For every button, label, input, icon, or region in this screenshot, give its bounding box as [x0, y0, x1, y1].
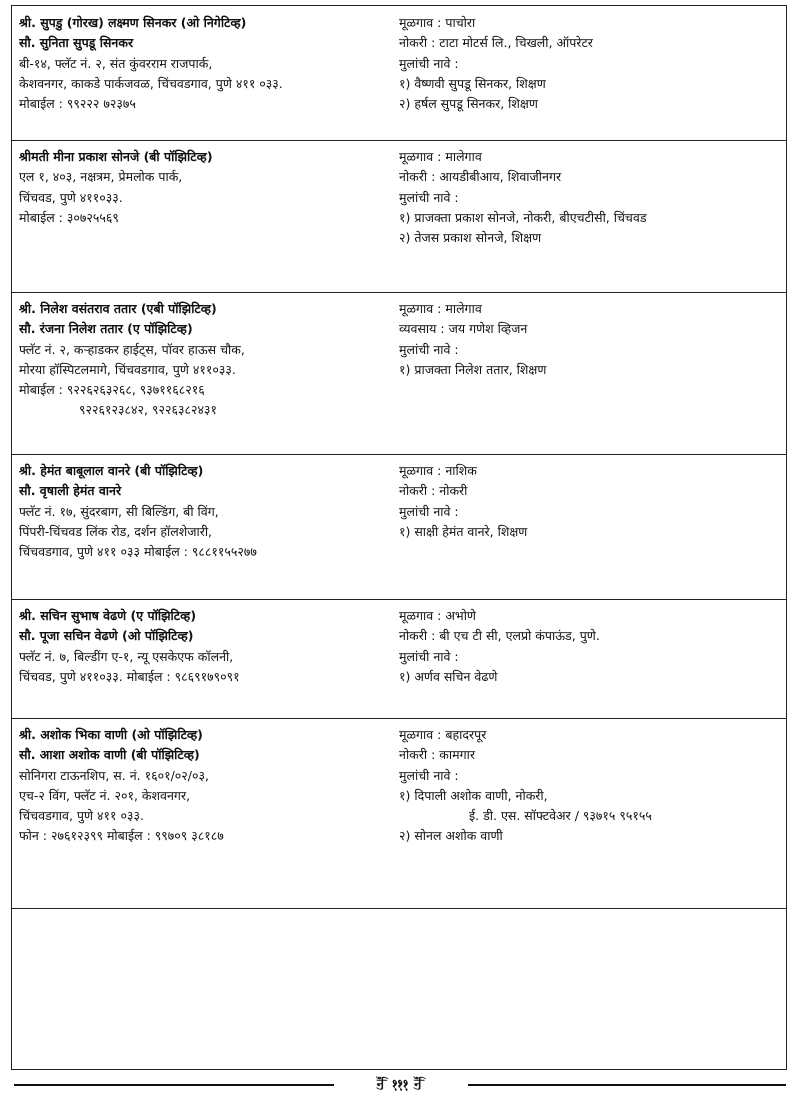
entry-line: मुलांची नावे :	[399, 503, 459, 519]
entry-4	[12, 454, 786, 600]
entry-line: मोबाईल : ३०७२५५६९	[19, 209, 119, 225]
entry-line: श्री. हेमंत बाबूलाल वानरे (बी पॉझिटिव्ह)	[19, 463, 204, 478]
entry-line: श्री. अशोक भिका वाणी (ओ पॉझिटिव्ह)	[19, 727, 203, 742]
entry-line: चिंचवडगाव, पुणे ४११ ०३३ मोबाईल : ९८८११५५२७७	[19, 544, 257, 560]
empty-entry-slot	[12, 908, 786, 1069]
entry-line: ९२२६१२३८४२, ९२२६३८२४३१	[79, 402, 217, 418]
entry-line: चिंचवड, पुणे ४११०३३.	[19, 189, 123, 205]
entry-info-column	[399, 13, 781, 114]
entry-address-column	[19, 299, 399, 421]
entry-line: सौ. वृषाली हेमंत वानरे	[19, 483, 122, 499]
footer-rule-right	[468, 1084, 786, 1086]
entry-line: फ्लॅट नं. २, कऱ्हाडकर हाईट्स, पॉवर हाऊस चौक,	[19, 341, 245, 357]
entry-address-column	[19, 147, 399, 228]
entry-line: सौ. रंजना निलेश ततार (ए पॉझिटिव्ह)	[19, 321, 193, 337]
entry-line: फ्लॅट नं. १७, सुंदरबाग, सी बिल्डिंग, बी विंग,	[19, 503, 219, 519]
entry-line: चिंचवड, पुणे ४११०३३. मोबाईल : ९८६९१७९०९१	[19, 668, 240, 684]
entry-line: मूळगाव : पाचोरा	[399, 15, 476, 30]
entry-line: मूळगाव : मालेगाव	[399, 149, 482, 164]
entry-line: १) प्राजक्ता प्रकाश सोनजे, नोकरी, बीएचटीसी, चिंचवड	[399, 209, 647, 225]
entry-6	[12, 718, 786, 909]
entry-line: श्री. सचिन सुभाष वेढणे (ए पॉझिटिव्ह)	[19, 608, 197, 623]
entry-info-column	[399, 725, 781, 847]
entry-line: पिंपरी-चिंचवड लिंक रोड, दर्शन हॉलशेजारी,	[19, 523, 213, 539]
entry-line: १) वैष्णवी सुपडू सिनकर, शिक्षण	[399, 75, 546, 91]
entry-line: एल १, ४०३, नक्षत्रम, प्रेमलोक पार्क,	[19, 169, 183, 185]
entry-info-column	[399, 606, 781, 687]
entry-line: नोकरी : कामगार	[399, 747, 475, 763]
entry-line: सौ. आशा अशोक वाणी (बी पॉझिटिव्ह)	[19, 747, 200, 763]
entry-line: मूळगाव : मालेगाव	[399, 301, 482, 316]
entry-line: मुलांची नावे :	[399, 341, 459, 357]
entry-line: श्री. निलेश वसंतराव ततार (एबी पॉझिटिव्ह)	[19, 301, 217, 316]
entry-line: नोकरी : नोकरी	[399, 483, 468, 499]
entry-line: १) अर्णव सचिन वेढणे	[399, 668, 498, 684]
entry-info-column	[399, 147, 781, 248]
entry-info-column	[399, 461, 781, 542]
entry-line: चिंचवडगाव, पुणे ४११ ०३३.	[19, 808, 144, 824]
entry-line: मूळगाव : बहादरपूर	[399, 727, 487, 742]
entry-line: फोन : २७६१२३९९ मोबाईल : ९९७०९ ३८१८७	[19, 828, 224, 844]
entry-line: २) हर्षल सुपडू सिनकर, शिक्षण	[399, 96, 538, 112]
entry-line: श्रीमती मीना प्रकाश सोनजे (बी पॉझिटिव्ह)	[19, 149, 213, 164]
entry-line: मोबाईल : ९९२२२ ७२३७५	[19, 96, 136, 112]
entry-line: मूळगाव : नाशिक	[399, 463, 477, 478]
entry-line: केशवनगर, काकडे पार्कजवळ, चिंचवडगाव, पुणे ४११ ०३३.	[19, 75, 283, 91]
entry-address-column	[19, 606, 399, 687]
entry-line: फ्लॅट नं. ७, बिल्डींग ए-१, न्यू एसकेएफ कॉलनी,	[19, 648, 234, 664]
entry-line: नोकरी : आयडीबीआय, शिवाजीनगर	[399, 169, 562, 185]
entry-address-column	[19, 725, 399, 847]
entry-info-column	[399, 299, 781, 380]
entry-line: श्री. सुपडु (गोरख) लक्ष्मण सिनकर (ओ निगेटिव्ह)	[19, 15, 247, 30]
entry-line: मोरया हॉस्पिटलमागे, चिंचवडगाव, पुणे ४११०३३.	[19, 361, 236, 377]
entry-line: २) सोनल अशोक वाणी	[399, 828, 503, 844]
entry-address-column	[19, 13, 399, 114]
entry-1	[12, 6, 786, 141]
entry-line: मुलांची नावे :	[399, 189, 459, 205]
entry-line: १) प्राजक्ता निलेश ततार, शिक्षण	[399, 361, 547, 377]
entry-line: नोकरी : टाटा मोटर्स लि., चिखली, ऑपरेटर	[399, 35, 593, 51]
entry-line: बी-१४, फ्लॅट नं. २, संत कुंवरराम राजपार्क,	[19, 55, 213, 71]
entry-line: मुलांची नावे :	[399, 648, 459, 664]
entry-line: व्यवसाय : जय गणेश व्हिजन	[399, 321, 528, 337]
entry-line: मुलांची नावे :	[399, 55, 459, 71]
entry-line: मोबाईल : ९२२६२६३२६८, ९३७११६८२१६	[19, 382, 205, 398]
entry-line: १) साक्षी हेमंत वानरे, शिक्षण	[399, 523, 528, 539]
entry-line: मुलांची नावे :	[399, 767, 459, 783]
entry-line: सोनिगरा टाऊनशिप, स. नं. १६०१/०२/०३,	[19, 767, 209, 783]
entry-address-column	[19, 461, 399, 562]
entry-line: सौ. सुनिता सुपडू सिनकर	[19, 35, 134, 51]
entry-line: नोकरी : बी एच टी सी, एलप्रो कंपाऊंड, पुणे.	[399, 628, 600, 644]
page-footer	[0, 1075, 798, 1095]
entry-line: एच-२ विंग, फ्लॅट नं. २०१, केशवनगर,	[19, 787, 191, 803]
entry-line: ई. डी. एस. सॉफ्टवेअर / ९३७१५ ९५१५५	[469, 808, 652, 824]
entry-line: १) दिपाली अशोक वाणी, नोकरी,	[399, 787, 548, 803]
page-number: ꣽ १११ ꣽ	[376, 1077, 426, 1092]
entry-3	[12, 292, 786, 455]
entry-line: मूळगाव : अभोणे	[399, 608, 476, 623]
directory-page	[11, 5, 787, 1070]
entry-line: २) तेजस प्रकाश सोनजे, शिक्षण	[399, 230, 542, 246]
entry-line: सौ. पूजा सचिन वेढणे (ओ पॉझिटिव्ह)	[19, 628, 194, 644]
footer-rule-left	[14, 1084, 334, 1086]
entry-2	[12, 140, 786, 293]
entry-5	[12, 599, 786, 719]
